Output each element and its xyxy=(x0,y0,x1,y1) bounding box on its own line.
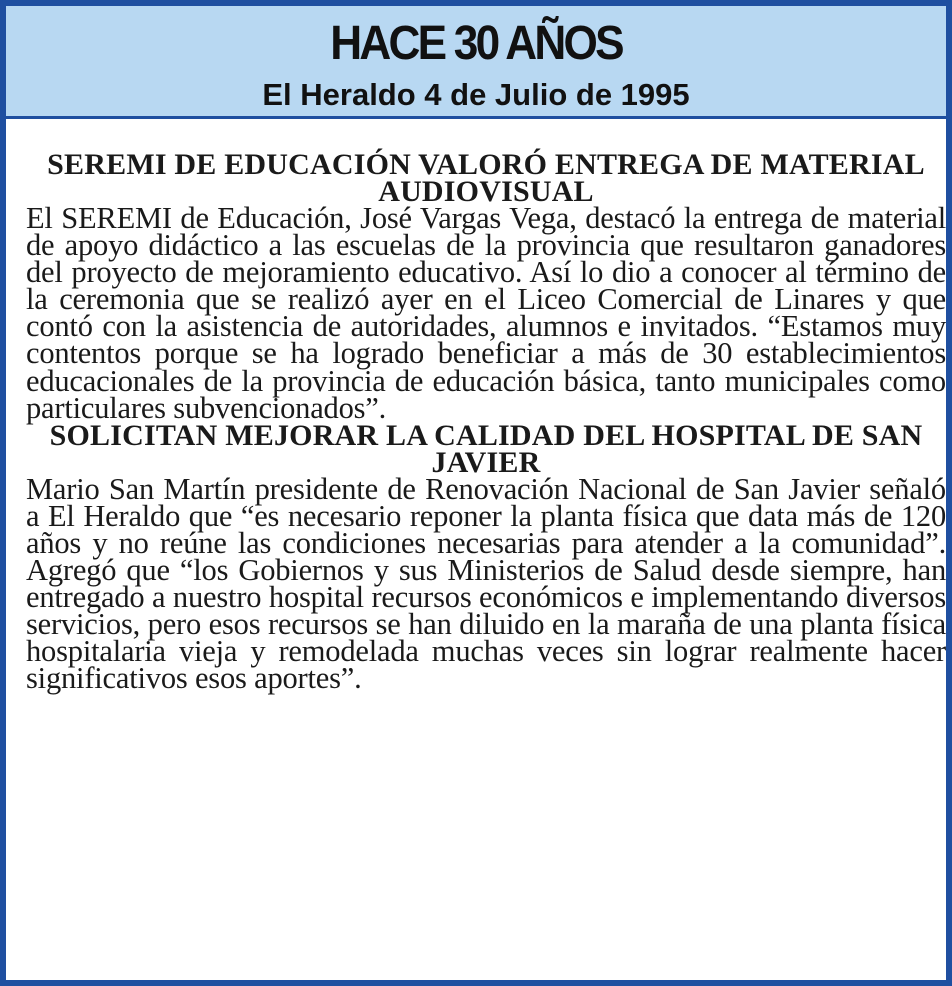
article-body: Mario San Martín presidente de Renovación Nacional de San Javier señaló a El Heraldo que “es necesario reponer la planta física que data más de 120 años y no reúne las condiciones necesarias para atender a la comunidad”. Agregó que “los Gobiernos y sus Ministerios de Salud desde siempre, han entregado a nuestro hospital recursos económicos e implementando diversos servicios, pero esos recursos se han diluido en la maraña de una planta física hospitalaria vieja y remodelada muchas veces sin lograr realmente hacer significativos esos aportes”. xyxy=(26,471,946,696)
article xyxy=(26,148,946,425)
article-headline: SOLICITAN MEJORAR LA CALIDAD DEL HOSPITAL DE SAN JAVIER xyxy=(49,418,923,479)
section-title: HACE 30 AÑOS xyxy=(330,17,622,70)
article-headline: SEREMI DE EDUCACIÓN VALORÓ ENTREGA DE MATERIAL AUDIOVISUAL xyxy=(47,148,925,208)
section-header xyxy=(6,6,946,119)
article xyxy=(26,418,946,696)
source-dateline: El Heraldo 4 de Julio de 1995 xyxy=(262,77,690,112)
article-body: El SEREMI de Educación, José Vargas Vega, destacó la entrega de material de apoyo didáctico a las escuelas de la provincia que resultaron ganadores del proyecto de mejoramiento educativo. Así lo dio a conocer al término de la ceremonia que se realizó ayer en el Liceo Comercial de Linares y que contó con la asistencia de autoridades, alumnos e invitados. “Estamos muy contentos porque se ha logrado beneficiar a más de 30 establecimientos educacionales de la provincia de educación básica, tanto municipales como particulares subvencionados”. xyxy=(26,201,946,425)
article-column xyxy=(26,148,946,696)
